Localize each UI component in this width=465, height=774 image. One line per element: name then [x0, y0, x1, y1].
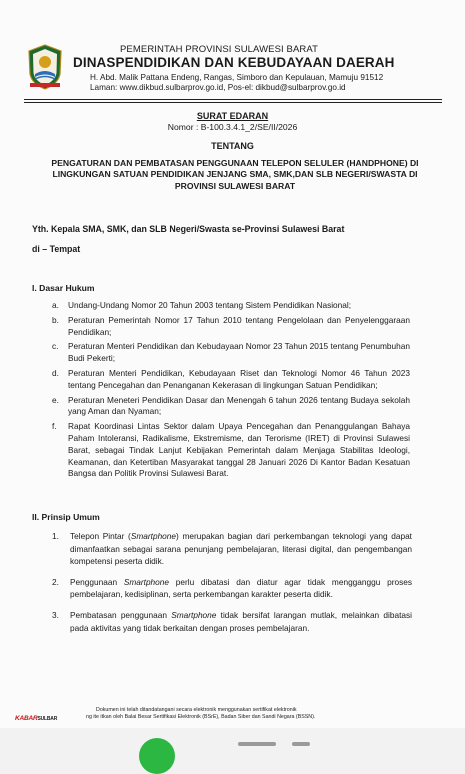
- letter-number: Nomor : B-100.3.4.1_2/SE/II/2026: [167, 122, 298, 132]
- list-marker: b.: [52, 314, 59, 325]
- list-item-text: tidak bersifat larangan mutlak, melainkan dibatasi pada aktivitas yang tidak berkaitan dengan proses pembelajaran.: [70, 609, 412, 633]
- agency-address: H. Abd. Malik Pattana Endeng, Rangas, Simboro dan Kepulauan, Mamuju 91512: [90, 73, 384, 82]
- nav-gesture-handle-small[interactable]: [292, 742, 310, 746]
- letterhead: [0, 40, 465, 100]
- e-signature-note: Dokumen ini telah ditandatangani secara elektronik menggunakan sertifikat elektronik: [96, 707, 297, 713]
- list-item: [52, 300, 410, 312]
- list-item-text: Peraturan Meneteri Pendidikan Dasar dan Menengah 6 tahun 2026 tentang Budaya sekolah yang Aman dan Nyaman;: [68, 394, 410, 417]
- agency-contacts: Laman: www.dikbud.sulbarprov.go.id, Pos-el: dikbud@sulbarprov.go.id: [90, 83, 346, 92]
- government-name: PEMERINTAH PROVINSI SULAWESI BARAT: [120, 44, 319, 55]
- list-item-text: Undang-Undang Nomor 20 Tahun 2003 tentang Sistem Pendidikan Nasional;: [68, 300, 352, 310]
- list-item: [52, 609, 412, 634]
- list-item: [52, 368, 410, 392]
- list-item-text: Penggunaan: [70, 576, 124, 587]
- letterhead-divider-thick: [24, 99, 442, 100]
- list-marker: a.: [52, 300, 59, 310]
- list-marker: 2.: [52, 576, 59, 587]
- list-marker: d.: [52, 367, 59, 378]
- watermark-brand-sub: SULBAR: [37, 716, 58, 722]
- list-marker: f.: [52, 421, 57, 432]
- list-marker: c.: [52, 341, 59, 352]
- emphasis-text: Smartphone: [130, 531, 177, 541]
- list-item-text: ) merupakan bagian dari perkembangan teknologi yang dapat dimanfaatkan sebagai sarana penunjang pembelajaran, literasi digital, dan pengembangan kompetensi peserta didik.: [70, 531, 412, 567]
- agency-name: DINASPENDIDIKAN DAN KEBUDAYAAN DAERAH: [73, 55, 395, 70]
- list-item-text: Telepon Pintar (: [70, 531, 131, 541]
- letter-about-label: TENTANG: [211, 141, 254, 151]
- bottom-navigation-bar: [0, 728, 465, 748]
- province-emblem-icon: [27, 44, 63, 90]
- list-marker: e.: [52, 394, 59, 405]
- legal-basis-list: [52, 300, 410, 483]
- letter-place: di – Tempat: [32, 244, 81, 254]
- list-marker: 3.: [52, 609, 59, 620]
- letter-title: SURAT EDARAN: [196, 111, 269, 121]
- list-item-text: Peraturan Menteri Pendidikan dan Kebudayaan Nomor 23 Tahun 2015 tentang Penumbuhan Budi Pekerti;: [68, 341, 410, 364]
- list-marker: 1.: [52, 531, 59, 541]
- whatsapp-icon[interactable]: [139, 738, 175, 774]
- list-item-text: Peraturan Pemerintah Nomor 17 Tahun 2010 tentang Pengelolaan dan Penyelenggaraan Pendidikan;: [68, 314, 410, 337]
- letterhead-divider-thin: [24, 102, 442, 103]
- list-item: [52, 341, 410, 365]
- watermark-brand: KABAR: [15, 715, 38, 722]
- emphasis-text: Smartphone: [171, 609, 217, 620]
- list-item: [52, 315, 410, 339]
- list-item-text: Peraturan Menteri Pendidikan, Kebudayaan Riset dan Teknologi Nomor 46 Tahun 2023 tentang Pencegahan dan Penanganan Kekerasan di lingkungan Satuan Pendidikan;: [68, 367, 410, 390]
- section-heading-dasar-hukum: I. Dasar Hukum: [32, 283, 95, 293]
- list-item: [52, 421, 410, 480]
- list-item-text: Pembatasan penggunaan: [70, 609, 172, 620]
- list-item: [52, 395, 410, 419]
- principles-list: [52, 530, 412, 642]
- letter-addressee: Yth. Kepala SMA, SMK, dan SLB Negeri/Swasta se-Provinsi Sulawesi Barat: [32, 224, 345, 234]
- kabar-sulbar-watermark: [15, 715, 57, 722]
- nav-gesture-handle[interactable]: [238, 742, 276, 746]
- list-item: [52, 530, 412, 568]
- letter-subject: PENGATURAN DAN PEMBATASAN PENGGUNAAN TELEPON SELULER (HANDPHONE) DI LINGKUNGAN SATUAN PENDIDIKAN JENJANG SMA, SMK,DAN SLB NEGERI/SWASTA DI PROVINSI SULAWESI BARAT: [51, 158, 419, 191]
- emphasis-text: Smartphone: [123, 576, 170, 587]
- section-heading-prinsip-umum: II. Prinsip Umum: [32, 512, 100, 522]
- list-item-text: Rapat Koordinasi Lintas Sektor dalam Upaya Pencegahan dan Penanggulangan Bahaya Paham Intoleransi, Radikalisme, Ekstremisme, dan Terorisme (IRET) di Provinsi Sulawesi Barat, sebagai Tindak Lanjut Kebijakan Pemerintah dalam Menjaga Stabilitas Ideologi, Keamanan, dan Ketertiban Masyarakat tanggal 28 Januari 2026 Di Kantor Badan Kesatuan Bangsa dan Politik Provinsi Sulawesi Barat.: [68, 421, 410, 479]
- list-item: [52, 576, 412, 601]
- e-signature-issuer-note: ng ite itkan oleh Balai Besar Sertifikasi Elektronik (BSrE), Badan Siber dan Sandi Negara (BSSN).: [86, 714, 316, 720]
- list-item-text: perlu dibatasi dan diatur agar tidak mengganggu proses pembelajaran, kedisiplinan, serta perkembangan karakter peserta didik.: [70, 576, 413, 600]
